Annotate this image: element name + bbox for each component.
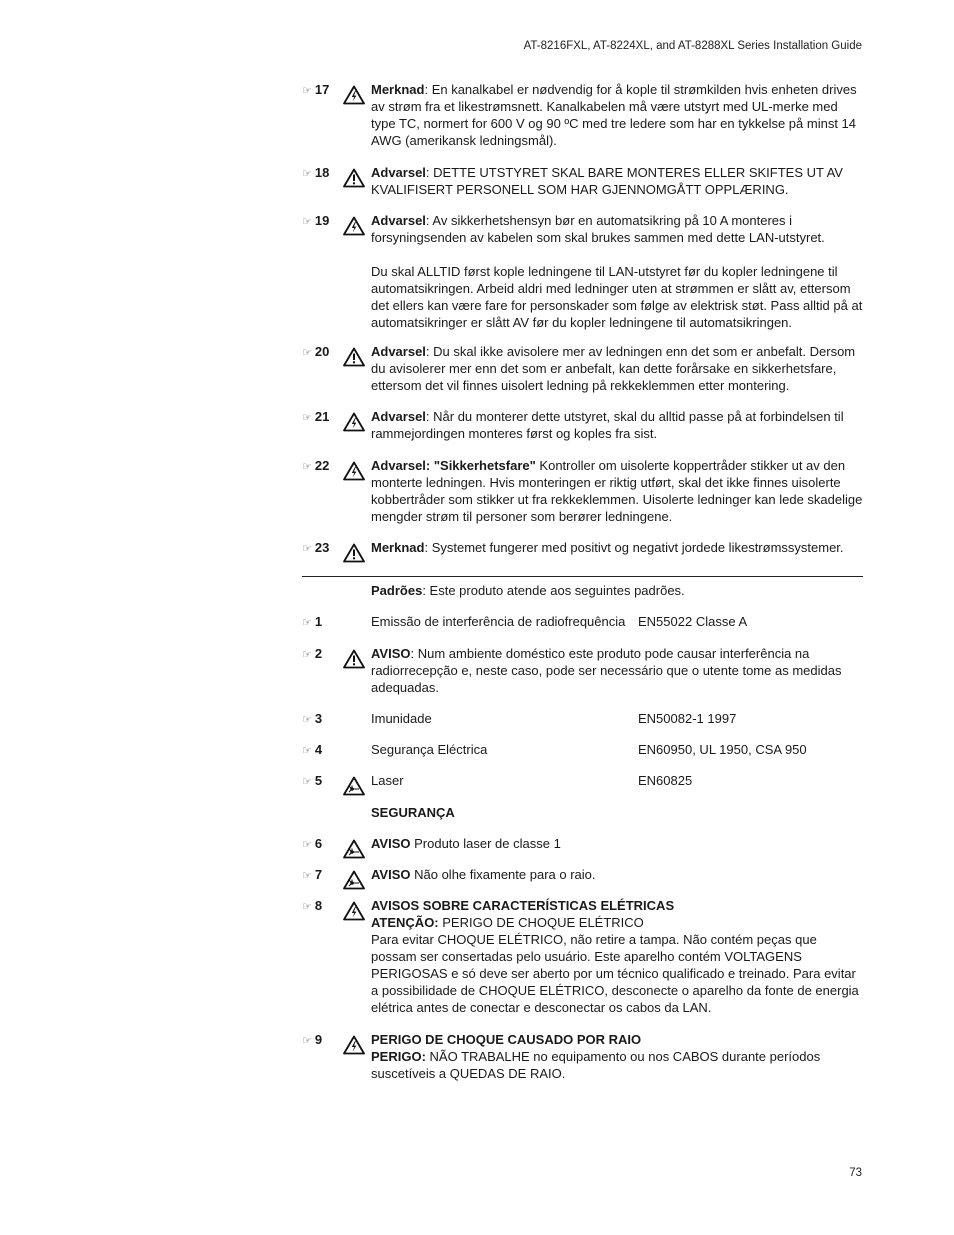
safety-heading: SEGURANÇA <box>371 805 455 820</box>
standard-value: EN50082-1 1997 <box>638 711 737 726</box>
entry-18: ☞ 18 Advarsel: DETTE UTSTYRET SKAL BARE MONTERES ELLER SKIFTES UT AV KVALIFISERT PERSONELL SOM HAR GJENNOMGÅTT OPPLÆRING. <box>302 165 843 197</box>
pointing-hand-icon: ☞ <box>302 776 312 788</box>
pointing-hand-icon: ☞ <box>302 1035 312 1047</box>
entry-number: ☞ 9 <box>302 1032 323 1047</box>
warning-icon <box>343 649 365 669</box>
entry-number: ☞ 8 <box>302 898 323 913</box>
pointing-hand-icon: ☞ <box>302 543 312 555</box>
pointing-hand-icon: ☞ <box>302 839 312 851</box>
entry-17: ☞ 17 Merknad: En kanalkabel er nødvendig for å kople til strømkilden hvis enheten drives av strøm fra et likestrømsnett. Kanalkabelen må være utstyrt med UL-merke med type TC, normert for 600 V og 90 ºC med tre ledere som har en tykkelse på minst 14 AWG (amerikansk ledningsmål). <box>302 82 857 148</box>
pointing-hand-icon: ☞ <box>302 216 312 228</box>
entry-number: ☞ 6 <box>302 836 323 851</box>
pt-entry-2: ☞ 2 AVISO: Num ambiente doméstico este produto pode causar interferência na radiorrecepção e, neste caso, pode ser necessário que o utente tome as medidas adequadas. <box>302 646 842 695</box>
entry-20: ☞ 20 Advarsel: Du skal ikke avisolere mer av ledningen enn det som er anbefalt. Dersom du avisolerer mer enn det som er anbefalt, kan dette forårsake en sikkerhetsfare, ettersom det vil finnes uisolert ledning på rekkeklemmen etter montering. <box>302 344 856 393</box>
pointing-hand-icon: ☞ <box>302 617 312 629</box>
pt-entry-9: ☞ 9 PERIGO DE CHOQUE CAUSADO POR RAIO PERIGO: NÃO TRABALHE no equipamento ou nos CABOS durante períodos suscetíveis a QUEDAS DE RAIO. <box>302 1031 862 1082</box>
entry-number: ☞ 7 <box>302 867 323 882</box>
entry-number: ☞ 19 <box>302 213 330 228</box>
electric-hazard-icon <box>343 412 365 432</box>
entry-number: ☞ 22 <box>302 458 330 473</box>
warning-icon <box>343 543 365 563</box>
pt-entry-3: ☞ 3 Imunidade EN50082-1 1997 <box>302 710 862 727</box>
electric-hazard-icon <box>343 901 365 921</box>
pt-entry-5: ☞ 5 Laser EN60825 <box>302 772 862 789</box>
pointing-hand-icon: ☞ <box>302 85 312 97</box>
paragraph: Du skal ALLTID først kople ledningene til LAN-utstyret før du kopler ledningene til automatsikringen. Arbeid aldri med ledninger uten at strømmen er slått av, ettersom det ellers kan være fare for personskader som følge av elektrisk støt. Pass alltid på at automatsikringer er slått AV før du kopler ledningene til automatsikringen. <box>371 264 863 330</box>
standard-value: EN55022 Classe A <box>638 614 748 629</box>
standard-value: EN60950, UL 1950, CSA 950 <box>638 742 807 757</box>
pointing-hand-icon: ☞ <box>302 714 312 726</box>
laser-hazard-icon <box>343 776 365 796</box>
pointing-hand-icon: ☞ <box>302 901 312 913</box>
section-divider <box>302 576 863 577</box>
laser-hazard-icon <box>343 870 365 890</box>
pt-entry-1: ☞ 1 Emissão de interferência de radiofrequência EN55022 Classe A <box>302 613 862 630</box>
running-header: AT-8216FXL, AT-8224XL, and AT-8288XL Series Installation Guide <box>523 40 862 52</box>
warning-icon <box>343 168 365 188</box>
pt-entry-6: ☞ 6 AVISO Produto laser de classe 1 <box>302 835 862 852</box>
electric-hazard-icon <box>343 461 365 481</box>
pointing-hand-icon: ☞ <box>302 745 312 757</box>
entry-number: ☞ 18 <box>302 165 330 180</box>
entry-number: ☞ 17 <box>302 82 330 97</box>
entry-23: ☞ 23 Merknad: Systemet fungerer med positivt og negativt jordede likestrømssystemer. <box>302 539 862 556</box>
entry-19: ☞ 19 Advarsel: Av sikkerhetshensyn bør en automatsikring på 10 A monteres i forsyningsenden av kabelen som skal brukes sammen med dette LAN-utstyret. Du skal ALLTID først kople ledningene til LAN-utstyret før du kopler ledningene til automatsikringen. Arbeid aldri med ledninger uten at strømmen er slått av, ettersom det ellers kan være fare for personskader som følge av elektrisk støt. Pass alltid på at automatsikringer er slått AV før du kopler ledningene til automatsikringen. <box>302 213 863 330</box>
warning-heading: AVISOS SOBRE CARACTERÍSTICAS ELÉTRICAS <box>371 898 675 913</box>
page-number: 73 <box>849 1167 862 1179</box>
entry-number: ☞ 3 <box>302 711 323 726</box>
electric-hazard-icon <box>343 216 365 236</box>
entry-number: ☞ 4 <box>302 742 323 757</box>
laser-hazard-icon <box>343 839 365 859</box>
entry-number: ☞ 2 <box>302 646 323 661</box>
warning-icon <box>343 347 365 367</box>
paragraph: Para evitar CHOQUE ELÉTRICO, não retire a tampa. Não contém peças que possam ser consertadas pelo usuário. Este aparelho contém VOLTAGENS PERIGOSAS e só deve ser aberto por um técnico qualificado e treinado. Para evitar a possibilidade de CHOQUE ELÉTRICO, desconecte o aparelho da fonte de energia elétrica antes de conectar e desconectar os cabos da LAN. <box>371 932 859 1015</box>
entry-22: ☞ 22 Advarsel: "Sikkerhetsfare" Kontroller om uisolerte koppertråder stikker ut av den monterte ledningen. Hvis monteringen er riktig utført, skal det ikke finnes uisolerte kobbertråder som stikker ut fra rekkeklemmen. Uisolerte ledninger kan lede skadelige mengder strøm til personer som berører ledningene. <box>302 458 863 524</box>
pt-entry-8: ☞ 8 AVISOS SOBRE CARACTERÍSTICAS ELÉTRICAS ATENÇÃO: PERIGO DE CHOQUE ELÉTRICO Para evitar CHOQUE ELÉTRICO, não retire a tampa. Não contém peças que possam ser consertadas pelo usuário. Este aparelho contém VOLTAGENS PERIGOSAS e só deve ser aberto por um técnico qualificado e treinado. Para evitar a possibilidade de CHOQUE ELÉTRICO, desconecte o aparelho da fonte de energia elétrica antes de conectar e desconectar os cabos da LAN. <box>302 897 862 1016</box>
standard-value: EN60825 <box>638 773 693 788</box>
pointing-hand-icon: ☞ <box>302 168 312 180</box>
pointing-hand-icon: ☞ <box>302 461 312 473</box>
entry-21: ☞ 21 Advarsel: Når du monterer dette utstyret, skal du alltid passe på at forbindelsen til rammejordingen monteres først og koples fra sist. <box>302 409 844 441</box>
pointing-hand-icon: ☞ <box>302 649 312 661</box>
pointing-hand-icon: ☞ <box>302 347 312 359</box>
entry-number: ☞ 1 <box>302 614 323 629</box>
electric-hazard-icon <box>343 85 365 105</box>
warning-heading: PERIGO DE CHOQUE CAUSADO POR RAIO <box>371 1032 642 1047</box>
entry-number: ☞ 20 <box>302 344 330 359</box>
electric-hazard-icon <box>343 1035 365 1055</box>
entry-number: ☞ 23 <box>302 540 330 555</box>
entry-number: ☞ 21 <box>302 409 330 424</box>
standards-intro: Padrões: Este produto atende aos seguintes padrões. <box>371 583 685 598</box>
pointing-hand-icon: ☞ <box>302 870 312 882</box>
entry-number: ☞ 5 <box>302 773 323 788</box>
pt-entry-7: ☞ 7 AVISO Não olhe fixamente para o raio. <box>302 866 862 883</box>
pt-entry-4: ☞ 4 Segurança Eléctrica EN60950, UL 1950, CSA 950 <box>302 741 862 758</box>
pointing-hand-icon: ☞ <box>302 412 312 424</box>
